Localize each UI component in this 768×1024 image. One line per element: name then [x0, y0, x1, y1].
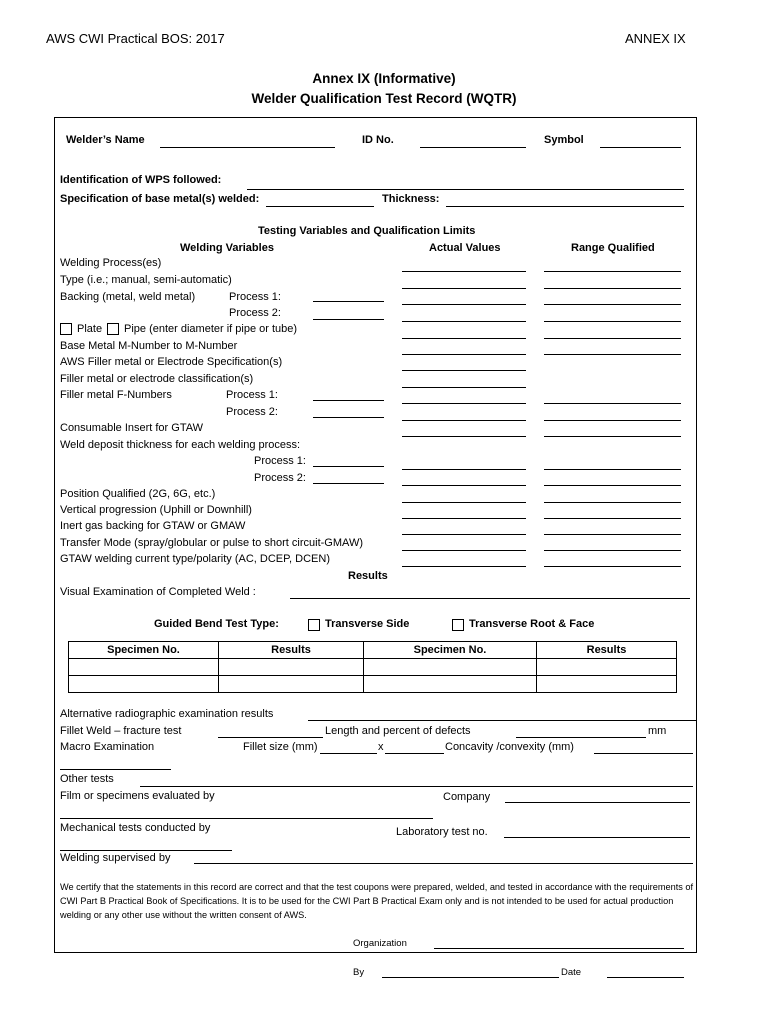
row-filler-spec: AWS Filler metal or Electrode Specification(s) — [60, 356, 283, 368]
actual-field[interactable] — [402, 370, 526, 371]
date-label: Date — [561, 967, 582, 978]
row-inert-gas: Inert gas backing for GTAW or GMAW — [60, 520, 246, 532]
other-tests-field[interactable] — [140, 786, 693, 787]
annex-title: Annex IX (Informative) — [312, 71, 456, 86]
mm-label: mm — [648, 725, 667, 737]
actual-field[interactable] — [402, 321, 526, 322]
length-defects-label: Length and percent of defects — [325, 725, 471, 737]
deposit-process-2-label: Process 2: — [254, 472, 306, 484]
bend-type-label: Guided Bend Test Type: — [154, 618, 279, 630]
actual-field[interactable] — [402, 534, 526, 535]
actual-field[interactable] — [402, 550, 526, 551]
actual-field[interactable] — [402, 304, 526, 305]
filler-process-1-field[interactable] — [313, 400, 384, 401]
deposit-process-2-field[interactable] — [313, 483, 384, 484]
range-field[interactable] — [544, 469, 681, 470]
range-field[interactable] — [544, 321, 681, 322]
date-field[interactable] — [607, 977, 684, 978]
col-range-qualified: Range Qualified — [571, 242, 655, 254]
actual-field[interactable] — [402, 420, 526, 421]
welder-name-label: Welder’s Name — [66, 134, 145, 146]
backing-process-2-field[interactable] — [313, 319, 384, 320]
backing-process-2-label: Process 2: — [229, 307, 281, 319]
fillet-size-label: Fillet size (mm) — [243, 741, 318, 753]
table-header: Results — [537, 642, 677, 659]
range-field[interactable] — [544, 550, 681, 551]
certification-text: We certify that the statements in this record are correct and that the test coupons were prepared, welded, and tested in accordance with the requirements of CWI Part B Practical Book of Specifications. It is to be used for the CWI Part B Practical Exam only and is not intended to be used for actual production welding or any other use without the written consent of AWS. — [60, 882, 694, 921]
range-field[interactable] — [544, 338, 681, 339]
range-field[interactable] — [544, 403, 681, 404]
range-field[interactable] — [544, 566, 681, 567]
actual-field[interactable] — [402, 469, 526, 470]
filler-process-2-field[interactable] — [313, 417, 384, 418]
row-filler-f-numbers: Filler metal F-Numbers — [60, 389, 172, 401]
row-backing: Backing (metal, weld metal) — [60, 291, 196, 303]
row-type: Type (i.e.; manual, semi-automatic) — [60, 274, 232, 286]
radiographic-label: Alternative radiographic examination results — [60, 708, 274, 720]
range-field[interactable] — [544, 354, 681, 355]
range-field[interactable] — [544, 502, 681, 503]
range-field[interactable] — [544, 304, 681, 305]
fillet-size-field-1[interactable] — [320, 753, 377, 754]
fillet-fracture-field[interactable] — [218, 737, 323, 738]
transverse-root-checkbox[interactable] — [452, 619, 464, 631]
table-cell[interactable] — [219, 676, 364, 693]
company-label: Company — [443, 791, 491, 803]
symbol-field[interactable] — [600, 147, 681, 148]
by-field[interactable] — [382, 977, 559, 978]
id-no-label: ID No. — [362, 134, 394, 146]
backing-process-1-label: Process 1: — [229, 291, 281, 303]
concavity-label: Concavity /convexity (mm) — [445, 741, 574, 753]
row-position: Position Qualified (2G, 6G, etc.) — [60, 488, 216, 500]
table-cell[interactable] — [364, 676, 537, 693]
macro-field[interactable] — [60, 769, 171, 770]
fillet-size-field-2[interactable] — [385, 753, 444, 754]
welder-name-field[interactable] — [160, 147, 335, 148]
other-tests-label: Other tests — [60, 773, 114, 785]
wps-field[interactable] — [247, 189, 684, 190]
lab-test-label: Laboratory test no. — [396, 826, 488, 838]
wps-label: Identification of WPS followed: — [60, 174, 222, 186]
row-base-metal: Base Metal M-Number to M-Number — [60, 340, 238, 352]
backing-process-1-field[interactable] — [313, 301, 384, 302]
table-cell[interactable] — [537, 676, 677, 693]
header-left: AWS CWI Practical BOS: 2017 — [46, 31, 225, 46]
range-field[interactable] — [544, 534, 681, 535]
range-field[interactable] — [544, 271, 681, 272]
visual-exam-field[interactable] — [290, 598, 690, 599]
table-cell[interactable] — [69, 676, 219, 693]
actual-field[interactable] — [402, 485, 526, 486]
results-heading: Results — [348, 570, 388, 582]
row-filler-class: Filler metal or electrode classification(s) — [60, 373, 254, 385]
base-metal-spec-label: Specification of base metal(s) welded: — [60, 193, 260, 205]
concavity-field[interactable] — [594, 753, 693, 754]
pipe-label: Pipe (enter diameter if pipe or tube) — [124, 323, 298, 335]
table-cell[interactable] — [537, 659, 677, 676]
organization-field[interactable] — [434, 948, 684, 949]
actual-field[interactable] — [402, 403, 526, 404]
company-field[interactable] — [505, 802, 690, 803]
actual-field[interactable] — [402, 566, 526, 567]
actual-field[interactable] — [402, 288, 526, 289]
mechanical-label: Mechanical tests conducted by — [60, 822, 211, 834]
length-defects-field[interactable] — [516, 737, 646, 738]
table-header: Specimen No. — [69, 642, 219, 659]
plate-checkbox[interactable] — [60, 323, 72, 335]
row-transfer-mode: Transfer Mode (spray/globular or pulse to short circuit-GMAW) — [60, 537, 363, 549]
filler-process-2-label: Process 2: — [226, 406, 278, 418]
row-consumable-insert: Consumable Insert for GTAW — [60, 422, 204, 434]
base-metal-spec-field[interactable] — [266, 206, 374, 207]
actual-field[interactable] — [402, 502, 526, 503]
fillet-size-x: x — [378, 741, 384, 753]
transverse-side-label: Transverse Side — [325, 618, 410, 630]
radiographic-field[interactable] — [308, 720, 696, 721]
transverse-side-checkbox[interactable] — [308, 619, 320, 631]
row-welding-process: Welding Process(es) — [60, 257, 162, 269]
thickness-label: Thickness: — [382, 193, 440, 205]
macro-label: Macro Examination — [60, 741, 155, 753]
organization-label: Organization — [353, 938, 407, 949]
table-cell[interactable] — [219, 659, 364, 676]
variables-section-title: Testing Variables and Qualification Limits — [258, 225, 476, 237]
range-field[interactable] — [544, 420, 681, 421]
range-field[interactable] — [544, 518, 681, 519]
fillet-fracture-label: Fillet Weld – fracture test — [60, 725, 182, 737]
supervised-label: Welding supervised by — [60, 852, 171, 864]
col-actual-values: Actual Values — [429, 242, 501, 254]
header-right: ANNEX IX — [625, 31, 686, 46]
transverse-root-label: Transverse Root & Face — [469, 618, 595, 630]
table-cell[interactable] — [69, 659, 219, 676]
table-header: Results — [219, 642, 364, 659]
film-label: Film or specimens evaluated by — [60, 790, 215, 802]
range-field[interactable] — [544, 436, 681, 437]
range-field[interactable] — [544, 485, 681, 486]
symbol-label: Symbol — [544, 134, 584, 146]
table-header: Specimen No. — [364, 642, 537, 659]
film-field[interactable] — [60, 818, 433, 819]
deposit-process-1-label: Process 1: — [254, 455, 306, 467]
lab-test-field[interactable] — [504, 837, 690, 838]
bend-test-table — [68, 641, 677, 693]
row-vertical-progression: Vertical progression (Uphill or Downhill) — [60, 504, 252, 516]
mechanical-field[interactable] — [60, 850, 232, 851]
col-welding-variables: Welding Variables — [180, 242, 274, 254]
supervised-field[interactable] — [194, 863, 693, 864]
thickness-field[interactable] — [446, 206, 684, 207]
table-row — [69, 676, 677, 693]
row-weld-deposit: Weld deposit thickness for each welding process: — [60, 439, 301, 451]
table-cell[interactable] — [364, 659, 537, 676]
filler-process-1-label: Process 1: — [226, 389, 278, 401]
table-row — [69, 659, 677, 676]
by-label: By — [353, 967, 365, 978]
range-field[interactable] — [544, 288, 681, 289]
plate-label: Plate — [77, 323, 103, 335]
actual-field[interactable] — [402, 271, 526, 272]
pipe-checkbox[interactable] — [107, 323, 119, 335]
actual-field[interactable] — [402, 387, 526, 388]
actual-field[interactable] — [402, 518, 526, 519]
actual-field[interactable] — [402, 354, 526, 355]
row-gtaw-current: GTAW welding current type/polarity (AC, DCEP, DCEN) — [60, 553, 330, 565]
actual-field[interactable] — [402, 338, 526, 339]
visual-exam-label: Visual Examination of Completed Weld : — [60, 586, 256, 598]
actual-field[interactable] — [402, 436, 526, 437]
deposit-process-1-field[interactable] — [313, 466, 384, 467]
form-title: Welder Qualification Test Record (WQTR) — [251, 91, 517, 106]
id-no-field[interactable] — [420, 147, 526, 148]
